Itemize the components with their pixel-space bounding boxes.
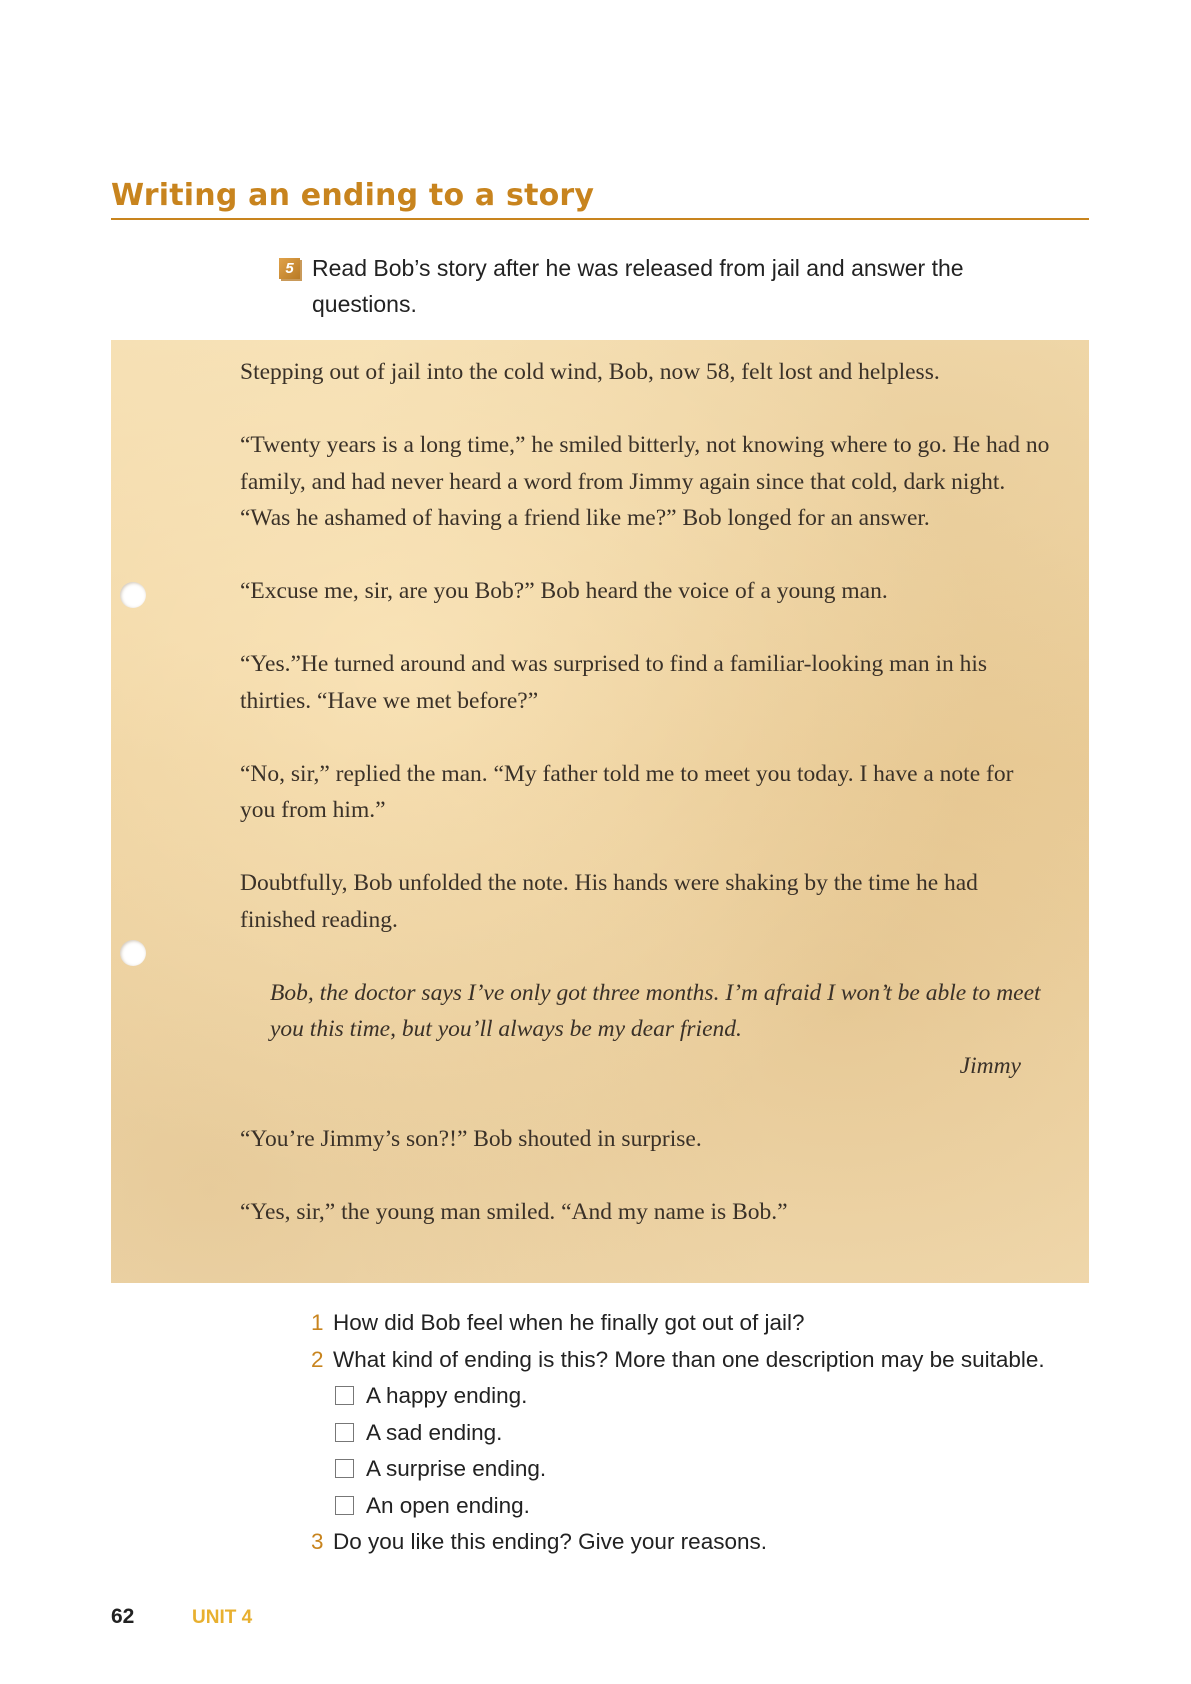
question-item xyxy=(311,1305,1091,1342)
note-signature: Jimmy xyxy=(959,1052,1021,1079)
option-happy-ending[interactable] xyxy=(311,1378,1091,1415)
exercise-instruction xyxy=(279,250,1019,322)
option-surprise-ending[interactable] xyxy=(311,1451,1091,1488)
question-item xyxy=(311,1524,1091,1561)
story-paragraph: “Excuse me, sir, are you Bob?” Bob heard the voice of a young man. xyxy=(240,578,888,604)
question-text: Do you like this ending? Give your reasons. xyxy=(333,1529,767,1554)
option-open-ending[interactable] xyxy=(311,1488,1091,1525)
story-paragraph: “Yes.”He turned around and was surprised to find a familiar-looking man in his thirties. “Have we met before?” xyxy=(240,651,988,714)
story-paragraph: “Yes, sir,” the young man smiled. “And my name is Bob.” xyxy=(240,1198,788,1225)
story-paper xyxy=(111,340,1089,1283)
option-label: An open ending. xyxy=(366,1492,530,1518)
title-underline xyxy=(111,218,1089,220)
story-paragraph: Stepping out of jail into the cold wind, Bob, now 58, felt lost and helpless. xyxy=(240,359,940,385)
question-number: 3 xyxy=(311,1529,324,1554)
checkbox[interactable] xyxy=(335,1423,354,1442)
option-sad-ending[interactable] xyxy=(311,1415,1091,1452)
question-list xyxy=(311,1305,1091,1561)
punch-hole xyxy=(120,582,146,608)
checkbox[interactable] xyxy=(335,1496,354,1515)
instruction-text: Read Bob’s story after he was released from jail and answer the questions. xyxy=(312,255,964,317)
question-text: What kind of ending is this? More than one description may be suitable. xyxy=(333,1346,1045,1372)
checkbox[interactable] xyxy=(335,1386,354,1405)
question-number: 2 xyxy=(311,1346,324,1372)
section-title: Writing an ending to a story xyxy=(111,178,595,213)
exercise-number-badge: 5 xyxy=(279,258,300,279)
page-number: 62 xyxy=(111,1605,135,1628)
story-paragraph: Doubtfully, Bob unfolded the note. His hands were shaking by the time he had finished reading. xyxy=(240,870,978,933)
option-label: A sad ending. xyxy=(366,1419,503,1445)
question-number: 1 xyxy=(311,1310,324,1335)
story-paragraph: “Twenty years is a long time,” he smiled bitterly, not knowing where to go. He had no family, and had never heard a word from Jimmy again since that cold, dark night. “Was he ashamed of having a friend like me?” Bob longed for an answer. xyxy=(240,432,1050,531)
story-paragraph: “No, sir,” replied the man. “My father told me to meet you today. I have a note for you from him.” xyxy=(240,760,1014,823)
option-label: A happy ending. xyxy=(366,1383,528,1408)
unit-label: UNIT 4 xyxy=(192,1607,253,1628)
jimmy-note: Bob, the doctor says I’ve only got three months. I’m afraid I won’t be able to meet you this time, but you’ll always be my dear friend. xyxy=(270,979,1041,1042)
option-label: A surprise ending. xyxy=(366,1456,547,1481)
story-paragraph: “You’re Jimmy’s son?!” Bob shouted in surprise. xyxy=(240,1125,702,1152)
checkbox[interactable] xyxy=(335,1459,354,1478)
punch-hole xyxy=(120,940,146,966)
question-item xyxy=(311,1342,1091,1379)
question-text: How did Bob feel when he finally got out of jail? xyxy=(333,1310,805,1335)
story-text xyxy=(240,354,1050,1230)
